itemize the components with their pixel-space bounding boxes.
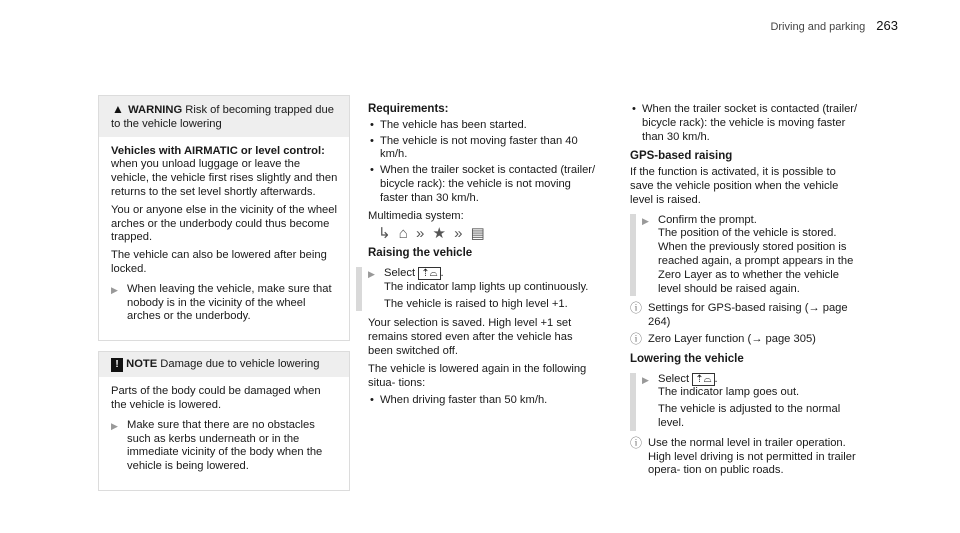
saved-paragraph: Your selection is saved. High level +1 set remains stored even after the vehicle has been switched off. <box>368 317 573 357</box>
warning-paragraph-3: The vehicle can also be lowered after being locked. <box>111 249 327 275</box>
lowered-intro: The vehicle is lowered again in the following situa- tions: <box>368 362 587 389</box>
warning-p1: when you unload luggage or leave the vehicle, the vehicle first rises slightly and then returns to the set level shortly afterwards. <box>111 158 338 198</box>
menu-path: ↳ ⌂ » ★ » ▤ <box>378 225 487 243</box>
info-icon: ⓘ <box>630 301 643 316</box>
lower-result-1: The indicator lamp goes out. <box>658 386 800 399</box>
gps-step <box>642 214 862 297</box>
page-number: 263 <box>876 18 898 33</box>
list-item: • The vehicle is not moving faster than 40 km/h. <box>368 135 600 163</box>
note-body <box>99 377 349 490</box>
raise-result-1: The indicator lamp lights up continuously. <box>384 280 589 293</box>
lowering-title: Lowering the vehicle <box>630 352 744 365</box>
warning-header <box>99 96 349 137</box>
info-gps-settings[interactable] <box>630 302 862 330</box>
list-item: • When driving faster than 50 km/h. <box>368 394 600 408</box>
column-3 <box>630 103 862 481</box>
info-trailer <box>630 437 862 478</box>
lowered-list-cont <box>630 103 862 144</box>
note-title: Damage due to vehicle lowering <box>160 358 320 371</box>
note-exclamation-icon: ! <box>111 358 123 372</box>
multimedia-label: Multimedia system: <box>368 209 464 222</box>
list-item: • When the trailer socket is contacted (trailer/ bicycle rack): the vehicle is not moving faster than 30 km/h. <box>368 164 600 205</box>
warning-paragraph-2: You or anyone else in the vicinity of the wheel arches or the underbody could thus become trapped. <box>111 203 337 244</box>
column-1 <box>98 95 350 491</box>
info-zero-layer-text: Zero Layer function (→ page 305) <box>648 332 816 345</box>
raise-select-text: Select <box>384 266 416 279</box>
suspension-raise-icon: ⇡⌓ <box>418 267 440 280</box>
step-arrow-icon: ▶ <box>111 420 118 431</box>
raise-step-period: . <box>440 266 444 279</box>
note-box <box>98 351 350 491</box>
info-trailer-text: Use the normal level in trailer operation. High level driving is not permitted in trailer opera- tion on public roads. <box>648 436 856 477</box>
lower-step-period: . <box>714 372 718 385</box>
suspension-raise-icon: ⇡⌓ <box>692 373 714 386</box>
requirements-title: Requirements: <box>368 103 449 115</box>
raise-result-2: The vehicle is raised to high level +1. <box>384 297 568 310</box>
warning-box <box>98 95 350 341</box>
info-zero-layer[interactable] <box>630 333 862 347</box>
gps-step-text: Confirm the prompt. <box>658 213 757 226</box>
section-title: Driving and parking <box>770 21 866 33</box>
raising-title: Raising the vehicle <box>368 247 473 260</box>
step-bar <box>630 214 636 297</box>
warning-step-text: When leaving the vehicle, make sure that nobody is in the vicinity of the wheel arches or the underbody. <box>127 282 332 323</box>
page-header <box>770 18 898 33</box>
lower-step <box>642 373 862 431</box>
list-item: • The vehicle has been started. <box>368 119 600 133</box>
raise-step <box>368 267 600 311</box>
warning-triangle-icon: ▲ <box>112 102 124 116</box>
step-bar <box>356 267 362 311</box>
list-item: • When the trailer socket is contacted (trailer/ bicycle rack): the vehicle is moving faster than 30 km/h. <box>630 103 862 144</box>
gps-step-result: The position of the vehicle is stored. When the previously stored position is reached again, a prompt appears in the Zero Layer as to whether the vehicle level should be raised again. <box>658 227 854 295</box>
step-bar <box>630 373 636 431</box>
lower-result-2: The vehicle is adjusted to the normal level. <box>658 403 841 429</box>
note-step <box>111 419 339 474</box>
warning-lead: Vehicles with AIRMATIC or level control: <box>111 144 325 157</box>
info-icon: ⓘ <box>630 331 643 346</box>
step-arrow-icon: ▶ <box>642 215 649 226</box>
warning-body <box>99 137 349 341</box>
requirements-list <box>368 119 600 206</box>
column-2 <box>368 103 600 410</box>
lowered-list <box>368 394 600 408</box>
warning-title: Risk of becoming trapped due to the vehicle lowering <box>111 104 334 130</box>
note-step-text: Make sure that there are no obstacles such as kerbs underneath or in the immediate vicinity of the body when the vehicle is being lowered. <box>127 418 323 473</box>
step-arrow-icon: ▶ <box>642 374 649 385</box>
note-header <box>99 352 349 377</box>
warning-label: WARNING <box>128 104 183 116</box>
note-paragraph-1: Parts of the body could be damaged when the vehicle is lowered. <box>111 385 321 411</box>
step-arrow-icon: ▶ <box>111 284 118 295</box>
lower-select-text: Select <box>658 372 690 385</box>
warning-paragraph-1 <box>111 145 339 200</box>
info-gps-settings-text: Settings for GPS-based raising (→ page 264) <box>648 302 848 329</box>
gps-title: GPS-based raising <box>630 150 733 163</box>
warning-step <box>111 283 339 324</box>
gps-text: If the function is activated, it is possible to save the vehicle position when the vehicle level is raised. <box>630 166 839 206</box>
step-arrow-icon: ▶ <box>368 268 375 279</box>
info-icon: ⓘ <box>630 435 643 450</box>
note-label: NOTE <box>126 358 158 371</box>
